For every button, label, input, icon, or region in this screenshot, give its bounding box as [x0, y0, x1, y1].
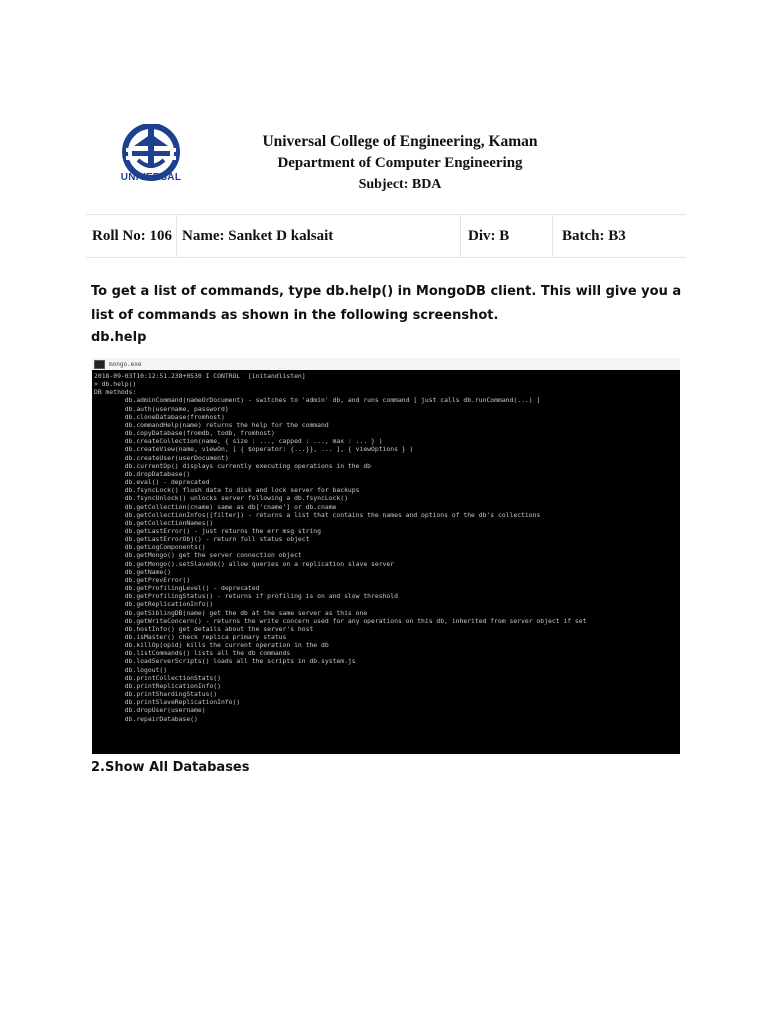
- cell-divider: [176, 215, 177, 257]
- command-label: db.help: [91, 330, 147, 345]
- terminal-screenshot: [92, 358, 680, 754]
- terminal-line: db.getLastErrorObj() - return full status object: [124, 535, 310, 544]
- terminal-line: db.getCollection(cname) same as db['cname'] or db.cname: [124, 502, 337, 511]
- terminal-line: db.printShardingStatus(): [124, 690, 218, 699]
- terminal-line: DB methods:: [94, 388, 137, 397]
- terminal-title: mongo.exe: [109, 360, 142, 368]
- terminal-line: db.getWriteConcern() - returns the write concern used for any operations on this db, inherited from server object if set: [124, 616, 587, 625]
- terminal-line: db.logout(): [124, 665, 168, 674]
- terminal-line: db.getPrevError(): [124, 575, 191, 584]
- terminal-titlebar: [92, 358, 680, 370]
- cell-divider: [552, 215, 553, 257]
- terminal-line: db.createView(name, viewOn, [ { $operator: {...}}, ... ], { viewOptions } ): [124, 445, 414, 454]
- terminal-line: db.loadServerScripts() loads all the scripts in db.system.js: [124, 657, 356, 666]
- terminal-line: db.killOp(opid) kills the current operation in the db: [124, 641, 329, 650]
- department-name: Department of Computer Engineering: [277, 155, 523, 171]
- terminal-line: db.cloneDatabase(fromhost): [124, 412, 225, 421]
- terminal-line: db.createUser(userDocument): [124, 453, 229, 462]
- terminal-line: db.dropDatabase(): [124, 469, 191, 478]
- terminal-line: db.printCollectionStats(): [124, 673, 221, 682]
- terminal-icon: [94, 360, 105, 369]
- terminal-line: db.printSlaveReplicationInfo(): [124, 698, 241, 707]
- terminal-output: [92, 370, 680, 723]
- division: Div: B: [468, 228, 510, 244]
- student-info-table: [86, 214, 686, 258]
- college-name: Universal College of Engineering, Kaman: [262, 133, 538, 150]
- batch: Batch: B3: [562, 228, 626, 244]
- subject-label: Subject: BDA: [358, 177, 442, 192]
- terminal-line: db.fsyncLock() flush data to disk and lock server for backups: [124, 486, 360, 495]
- terminal-line: db.getMongo().setSlaveOk() allow queries on a replication slave server: [124, 559, 395, 568]
- terminal-line: db.createCollection(name, { size : ..., capped : ..., max : ... } ): [124, 437, 383, 446]
- terminal-line: db.getLogComponents(): [124, 543, 206, 552]
- terminal-line: db.getCollectionInfos([filter]) - returns a list that contains the names and options of the db's collections: [124, 510, 541, 519]
- terminal-line: db.isMaster() check replica primary status: [124, 633, 287, 641]
- terminal-line: > db.help(): [94, 380, 137, 389]
- terminal-line: 2018-09-03T10:12:51.238+0530 I CONTROL [initandlisten]: [94, 372, 306, 380]
- terminal-line: db.eval() - deprecated: [124, 478, 210, 487]
- terminal-line: db.hostInfo() get details about the server's host: [124, 624, 314, 633]
- cell-divider: [460, 215, 461, 257]
- roll-number: Roll No: 106: [92, 228, 172, 244]
- terminal-line: db.printReplicationInfo(): [124, 681, 221, 690]
- terminal-line: db.commandHelp(name) returns the help for the command: [124, 420, 329, 429]
- terminal-line: db.fsyncUnlock() unlocks server following a db.fsyncLock(): [124, 494, 348, 503]
- terminal-line: db.getProfilingLevel() - deprecated: [124, 584, 260, 593]
- terminal-line: db.currentOp() displays currently executing operations in the db: [124, 461, 372, 470]
- terminal-line: db.getLastError() - just returns the err msg string: [124, 526, 322, 535]
- terminal-line: db.getSiblingDB(name) get the db at the same server as this one: [124, 608, 368, 617]
- logo-text: UNIVERSAL: [120, 172, 182, 183]
- section-heading: 2.Show All Databases: [91, 760, 250, 775]
- terminal-line: db.getCollectionNames(): [124, 518, 214, 527]
- terminal-line: db.getReplicationInfo(): [124, 600, 214, 609]
- intro-paragraph: To get a list of commands, type db.help() in MongoDB client. This will give you a list of commands as shown in the following screenshot.: [91, 284, 682, 323]
- terminal-line: db.listCommands() lists all the db commands: [124, 649, 291, 658]
- terminal-line: db.adminCommand(nameOrDocument) - switches to 'admin' db, and runs command [ just calls db.runCommand(...) ]: [124, 396, 541, 405]
- terminal-line: db.copyDatabase(fromdb, todb, fromhost): [124, 429, 275, 438]
- terminal-line: db.getProfilingStatus() - returns if profiling is on and slow threshold: [124, 592, 398, 601]
- student-name: Name: Sanket D kalsait: [182, 228, 334, 244]
- terminal-line: db.getName(): [124, 567, 171, 576]
- terminal-line: db.repairDatabase(): [94, 714, 198, 723]
- terminal-line: db.getMongo() get the server connection object: [124, 551, 302, 560]
- terminal-line: db.auth(username, password): [124, 404, 229, 413]
- terminal-line: db.dropUser(username): [124, 706, 206, 715]
